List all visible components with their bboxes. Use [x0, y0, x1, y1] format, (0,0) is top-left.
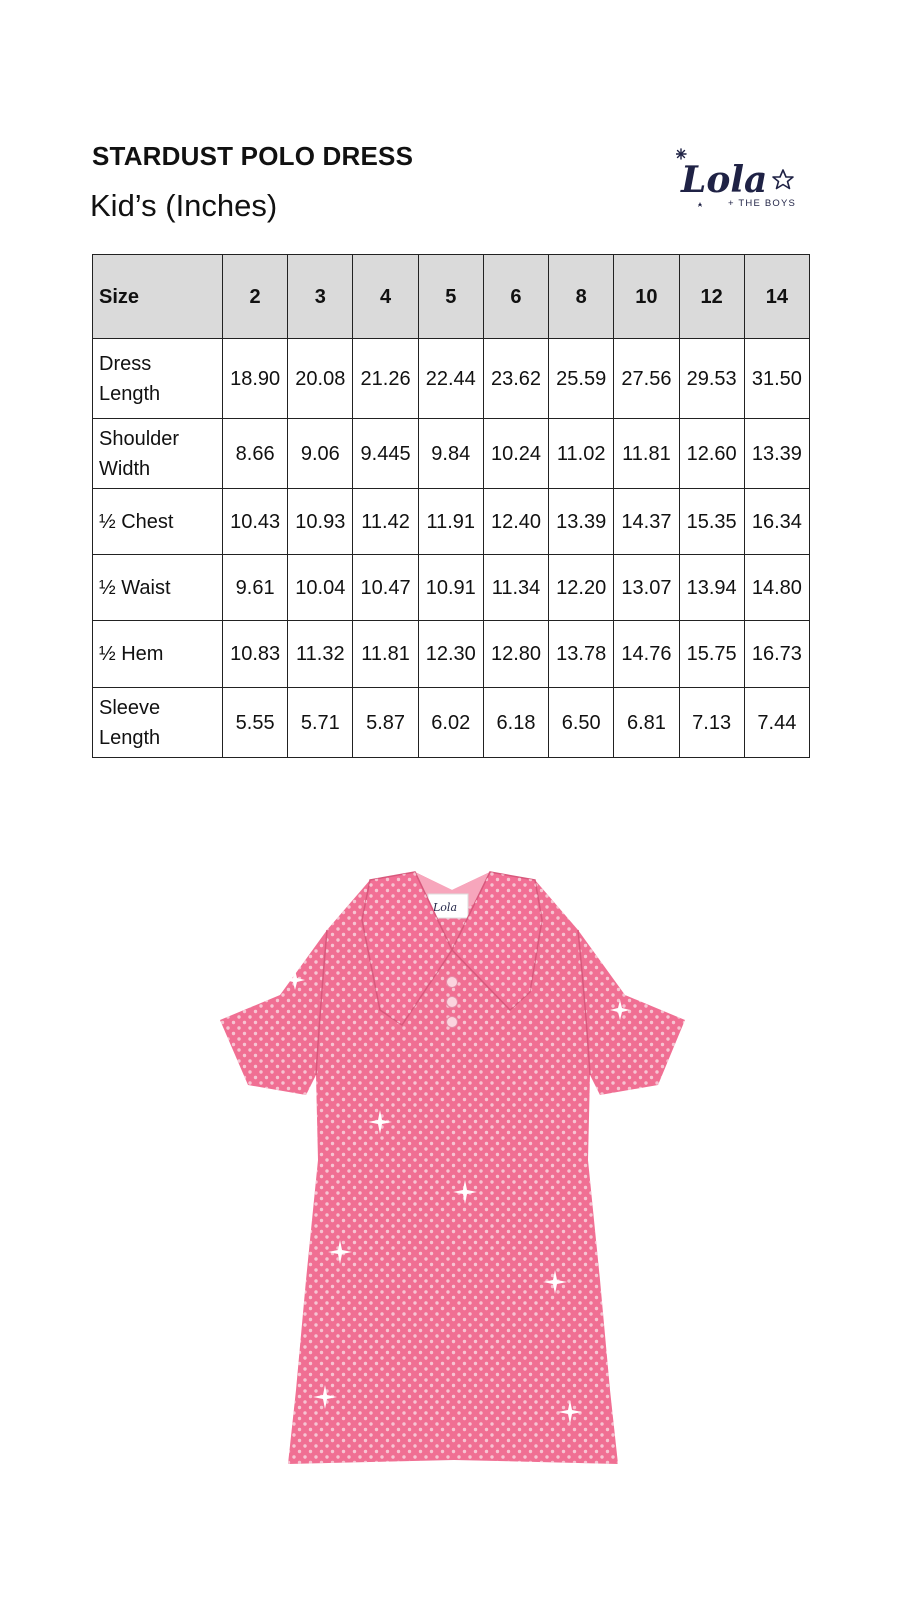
product-image	[170, 860, 735, 1540]
measurement-value: 11.02	[549, 419, 614, 489]
measurement-value: 25.59	[549, 339, 614, 419]
measurement-value: 13.78	[549, 621, 614, 688]
measurement-value: 11.34	[483, 555, 548, 621]
measurement-label-line: Dress	[99, 352, 152, 375]
measurement-label-line: ½ Hem	[99, 643, 164, 665]
logo-wordmark: Lola	[681, 159, 768, 201]
size-header-row	[93, 255, 810, 339]
measurement-value: 12.20	[549, 555, 614, 621]
table-row	[93, 489, 810, 555]
table-row	[93, 688, 810, 758]
size-header-5: 5	[418, 255, 483, 339]
measurement-value: 9.84	[418, 419, 483, 489]
measurement-label	[93, 555, 223, 621]
table-row	[93, 555, 810, 621]
measurement-label-line: Length	[99, 726, 161, 749]
measurement-value: 5.55	[223, 688, 288, 758]
measurement-label	[93, 419, 223, 489]
measurement-value: 10.24	[483, 419, 548, 489]
page-title: STARDUST POLO DRESS	[92, 141, 414, 171]
size-header-10: 10	[614, 255, 679, 339]
measurement-label-line: Width	[99, 457, 151, 480]
measurement-value: 10.91	[418, 555, 483, 621]
measurement-value: 9.06	[288, 419, 353, 489]
measurement-value: 10.47	[353, 555, 418, 621]
measurement-value: 16.34	[744, 489, 809, 555]
measurement-value: 13.39	[744, 419, 809, 489]
measurement-label-line: ½ Chest	[99, 510, 174, 533]
size-header-6: 6	[483, 255, 548, 339]
measurement-value: 12.40	[483, 489, 548, 555]
measurement-value: 13.94	[679, 555, 744, 621]
measurement-value: 21.26	[353, 339, 418, 419]
measurement-value: 15.35	[679, 489, 744, 555]
measurement-value: 22.44	[418, 339, 483, 419]
measurement-value: 9.61	[223, 555, 288, 621]
measurement-value: 9.445	[353, 419, 418, 489]
measurement-value: 18.90	[223, 339, 288, 419]
size-header-label: Size	[93, 255, 223, 339]
measurement-value: 11.91	[418, 489, 483, 555]
measurement-value: 11.81	[353, 621, 418, 688]
measurement-value: 20.08	[288, 339, 353, 419]
measurement-value: 31.50	[744, 339, 809, 419]
measurement-value: 12.60	[679, 419, 744, 489]
size-header-12: 12	[679, 255, 744, 339]
measurement-value: 14.37	[614, 489, 679, 555]
measurement-label-line: Shoulder	[99, 427, 180, 450]
page-subtitle: Kid’s (Inches)	[90, 188, 278, 223]
measurement-value: 16.73	[744, 621, 809, 688]
measurement-value: 13.39	[549, 489, 614, 555]
measurement-value: 14.80	[744, 555, 809, 621]
measurement-value: 11.32	[288, 621, 353, 688]
table-row	[93, 621, 810, 688]
measurement-value: 6.02	[418, 688, 483, 758]
measurement-label	[93, 339, 223, 419]
measurement-value: 5.87	[353, 688, 418, 758]
measurement-label-line: ½ Waist	[99, 576, 171, 599]
size-header-8: 8	[549, 255, 614, 339]
logo-tagline: + THE BOYS	[728, 198, 797, 209]
measurement-value: 11.81	[614, 419, 679, 489]
measurement-value: 8.66	[223, 419, 288, 489]
size-header-14: 14	[744, 255, 809, 339]
measurement-value: 6.81	[614, 688, 679, 758]
size-chart-table	[92, 254, 810, 758]
garment-label-text: Lola	[433, 901, 458, 914]
measurement-value: 10.43	[223, 489, 288, 555]
measurement-value: 12.30	[418, 621, 483, 688]
size-header-4: 4	[353, 255, 418, 339]
measurement-value: 6.50	[549, 688, 614, 758]
table-row	[93, 339, 810, 419]
measurement-label-line: Sleeve	[99, 696, 161, 719]
measurement-value: 5.71	[288, 688, 353, 758]
measurement-value: 27.56	[614, 339, 679, 419]
measurement-label	[93, 621, 223, 688]
measurement-value: 7.44	[744, 688, 809, 758]
measurement-value: 15.75	[679, 621, 744, 688]
measurement-value: 11.42	[353, 489, 418, 555]
table-row	[93, 419, 810, 489]
measurement-value: 29.53	[679, 339, 744, 419]
measurement-value: 23.62	[483, 339, 548, 419]
measurement-label	[93, 688, 223, 758]
measurement-value: 13.07	[614, 555, 679, 621]
size-header-2: 2	[223, 255, 288, 339]
measurement-value: 14.76	[614, 621, 679, 688]
brand-logo	[676, 140, 816, 226]
measurement-value: 10.04	[288, 555, 353, 621]
measurement-label-line: Length	[99, 382, 161, 405]
measurement-value: 6.18	[483, 688, 548, 758]
measurement-value: 7.13	[679, 688, 744, 758]
measurement-value: 12.80	[483, 621, 548, 688]
size-header-3: 3	[288, 255, 353, 339]
measurement-label	[93, 489, 223, 555]
measurement-value: 10.83	[223, 621, 288, 688]
measurement-value: 10.93	[288, 489, 353, 555]
